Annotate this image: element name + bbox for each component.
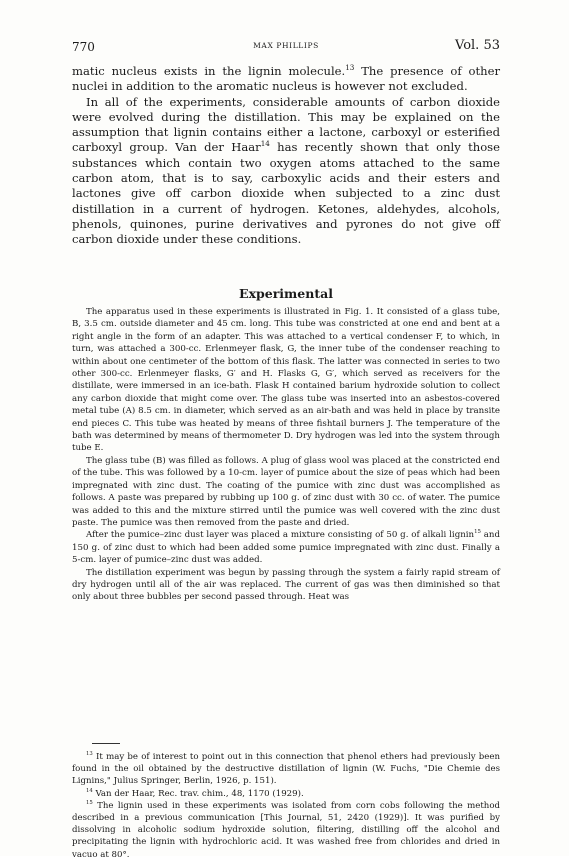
intro-text — [72, 64, 500, 248]
experimental-paragraph-1: The apparatus used in these experiments is illustrated in Fig. 1. It consisted of a glass tube, B, 3.5 cm. outside diameter and 45 cm. long. This tube was constricted at one end and bent at a right angle in the form of an adapter. This was attached to a vertical condenser F, to which, in turn, was attached a 300-cc. Erlenmeyer flask, G, the inner tube of the condenser reaching to within about one centimeter of the bottom of this flask. The latter was connected in series to two other 300-cc. Erlenmeyer flasks, G′ and H. Flasks G, G′, which served as receivers for the distillate, were immersed in an ice-bath. Flask H contained barium hydroxide solution to collect any carbon dioxide that might come over. The glass tube was inserted into an asbestos-covered metal tube (A) 8.5 cm. in diameter, which served as an air-bath and was held in place by transite end pieces C. This tube was heated by means of three fishtail burners J. The temperature of the bath was determined by means of thermometer D. Dry hydrogen was led into the system through tube E. — [72, 307, 500, 454]
footnote-divider — [92, 743, 120, 744]
footnote-ref-14: 14 — [260, 139, 270, 149]
intro-paragraph-1: matic nucleus exists in the lignin molecule.$^{13}$ The presence of other nuclei in addition to the aromatic nucleus is however not excluded. — [72, 63, 500, 94]
experimental-text — [72, 306, 500, 604]
footnote-13: $^{13}$ It may be of interest to point out in this connection that phenol ethers had previously been found in the oil obtained by the destructive distillation of lignin (W. Fuchs, "Die Chemie des Lignins," Julius Springer, Berlin, 1926, p. 151). — [72, 751, 500, 787]
section-heading: Experimental — [239, 286, 333, 301]
page-number: 770 — [72, 40, 95, 54]
footnote-ref-13: 13 — [345, 63, 355, 73]
footnote-ref-15: 15 — [474, 529, 481, 536]
experimental-paragraph-4: The distillation experiment was begun by passing through the system a fairly rapid stream of dry hydrogen until all of the air was replaced. The current of gas was then diminished so that only about three bubbles per second passed through. Heat was — [72, 567, 500, 603]
footnote-15: $^{15}$ The lignin used in these experiments was isolated from corn cobs following the method described in a previous communication [This Journal, 51, 2420 (1929)]. It was purified by dissolving in alcoholic sodium hydroxide solution, filtering, distilling off the alcohol and precipitating the lignin with hydrochloric acid. It was washed free from chlorides and dried in vacuo at 80°. — [72, 799, 500, 860]
running-title: MAX PHILLIPS — [253, 41, 319, 50]
experimental-paragraph-3: After the pumice–zinc dust layer was placed a mixture consisting of 50 g. of alkali lignin$^{15}$ and 150 g. of zinc dust to which had been added some pumice impregnated with zinc dust. Finally a 5-cm. layer of pumice–zinc dust was added. — [72, 529, 500, 566]
footnote-14: $^{14}$ Van der Haar, Rec. trav. chim., 48, 1170 (1929). — [86, 787, 304, 799]
experimental-paragraph-2: The glass tube (B) was filled as follows. A plug of glass wool was placed at the constricted end of the tube. This was followed by a 10-cm. layer of pumice about the size of peas which had been impregnated with zinc dust. The coating of the pumice with zinc dust was accomplished as follows. A paste was prepared by rubbing up 100 g. of zinc dust with 30 cc. of water. The pumice was added to this and the mixture stirred until the pumice was well covered with the zinc dust paste. The pumice was then removed from the paste and dried. — [72, 455, 500, 528]
volume-label: Vol. 53 — [455, 38, 500, 53]
footnotes — [72, 751, 500, 861]
page-header — [72, 40, 500, 56]
intro-paragraph-2: In all of the experiments, considerable amounts of carbon dioxide were evolved during the distillation. This may be explained on the assumption that lignin contains either a lactone, carboxyl or esterified carboxyl group. Van der Haar$^{14}$ has recently shown that only those substances which contain two oxygen atoms attached to the same carbon atom, that is to say, carboxylic acids and their esters and lactones give off carbon dioxide when subjected to a zinc dust distillation in a current of hydrogen. Ketones, aldehydes, alcohols, phenols, quinones, purine derivatives and pyrones do not give off carbon dioxide under these conditions. — [72, 94, 500, 247]
